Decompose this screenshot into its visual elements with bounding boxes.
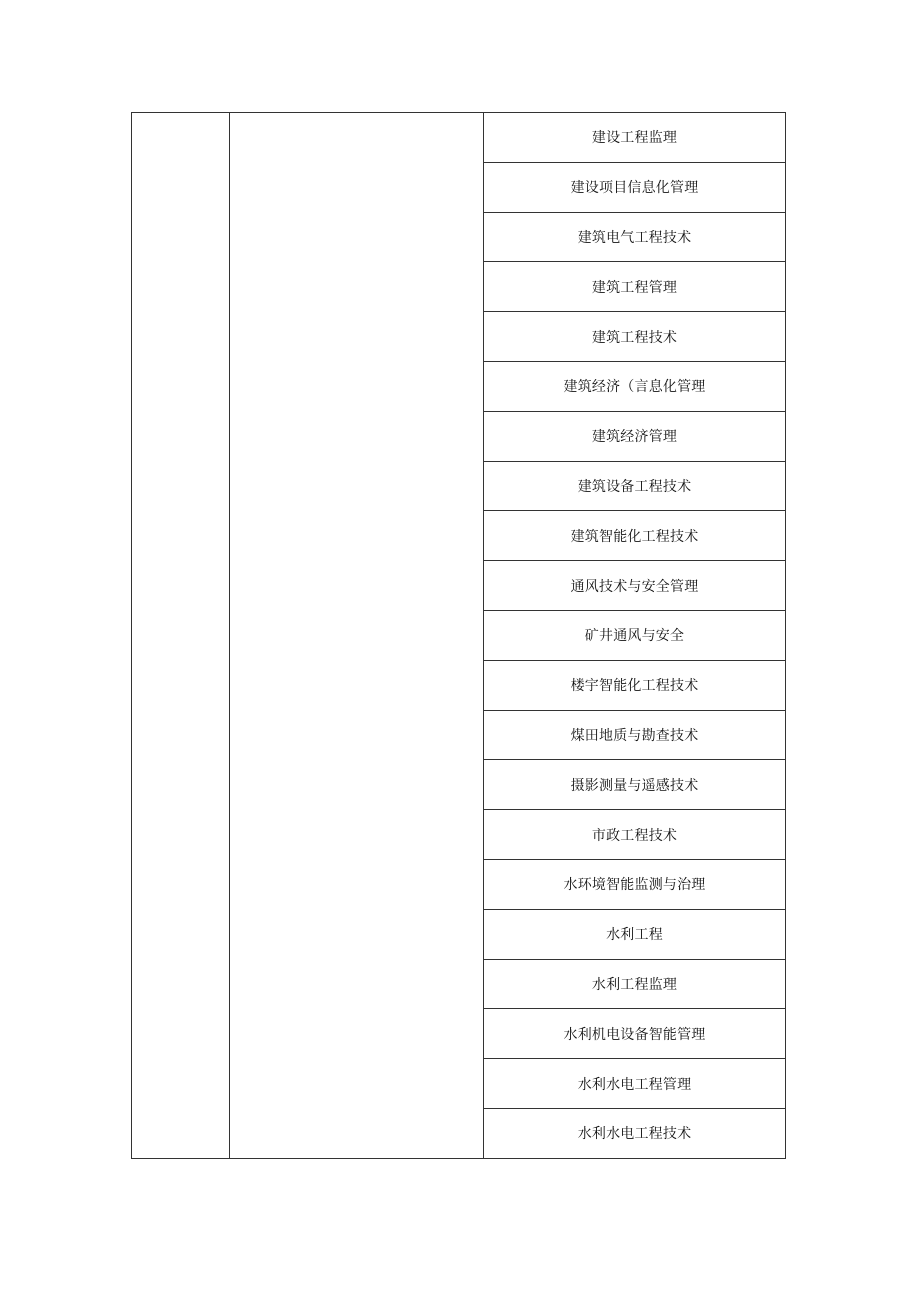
major-name-cell: 建筑智能化工程技术 — [484, 511, 786, 561]
major-name-cell: 楼宇智能化工程技术 — [484, 660, 786, 710]
major-name-cell: 摄影测量与遥感技术 — [484, 760, 786, 810]
major-name-cell: 煤田地质与勘查技术 — [484, 710, 786, 760]
major-name-cell: 建筑电气工程技术 — [484, 212, 786, 262]
major-name-cell: 建筑经济（言息化管理 — [484, 361, 786, 411]
major-name-cell: 建筑经济管理 — [484, 411, 786, 461]
category-cell — [132, 113, 230, 1159]
major-name-cell: 水环境智能监测与治理 — [484, 859, 786, 909]
major-name-cell: 市政工程技术 — [484, 810, 786, 860]
major-name-cell: 建设项目信息化管理 — [484, 162, 786, 212]
major-name-cell: 建筑工程技术 — [484, 312, 786, 362]
major-name-cell: 通风技术与安全管理 — [484, 561, 786, 611]
table-row — [132, 113, 786, 163]
major-name-cell: 建筑设备工程技术 — [484, 461, 786, 511]
majors-table-body — [132, 113, 786, 1159]
major-name-cell: 水利水电工程管理 — [484, 1059, 786, 1109]
major-name-cell: 水利机电设备智能管理 — [484, 1009, 786, 1059]
major-name-cell: 建筑工程管理 — [484, 262, 786, 312]
major-name-cell: 水利工程 — [484, 909, 786, 959]
major-name-cell: 矿井通风与安全 — [484, 610, 786, 660]
major-name-cell: 水利水电工程技术 — [484, 1108, 786, 1158]
majors-table — [131, 112, 786, 1159]
major-name-cell: 水利工程监理 — [484, 959, 786, 1009]
major-name-cell: 建设工程监理 — [484, 113, 786, 163]
subcategory-cell — [230, 113, 484, 1159]
